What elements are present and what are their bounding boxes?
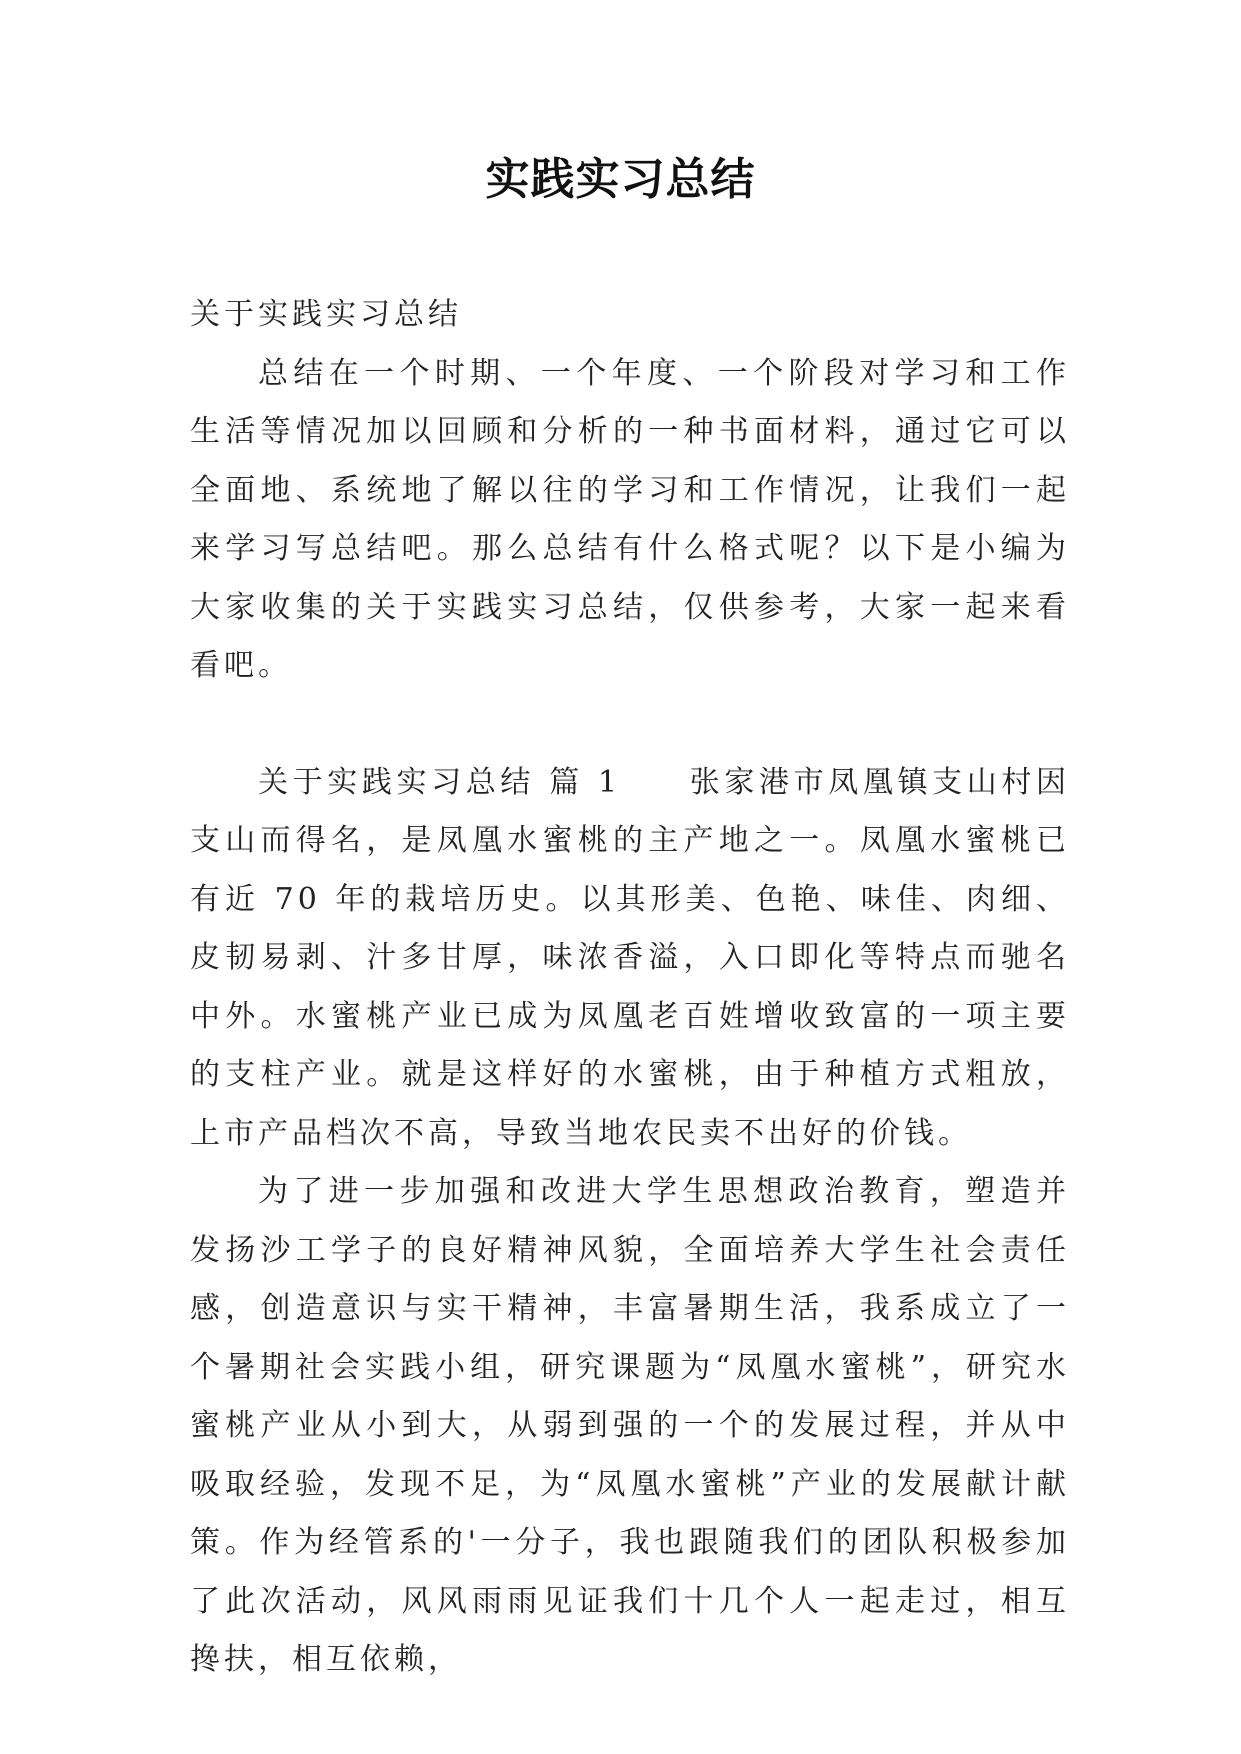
document-title: 实践实习总结 xyxy=(485,154,756,205)
document-body xyxy=(190,286,1070,1690)
chapter-paragraph-2: 为了进一步加强和改进大学生思想政治教育，塑造并发扬沙工学子的良好精神风貌，全面培养大学生社会责任感，创造意识与实干精神，丰富暑期生活，我系成立了一个暑期社会实践小组，研究课题为“凤凰水蜜桃”，研究水蜜桃产业从小到大，从弱到强的一个的发展过程，并从中吸取经验，发现不足，为“凤凰水蜜桃”产业的发展献计献策。作为经管系的'一分子，我也跟随我们的团队积极参加了此次活动，风风雨雨见证我们十几个人一起走过，相互搀扶，相互依赖， xyxy=(190,1174,1070,1677)
chapter-paragraph-1 xyxy=(190,754,1070,1164)
chapter-paragraph-1-text: 张家港市凤凰镇支山村因支山而得名，是凤凰水蜜桃的主产地之一。凤凰水蜜桃已有近 70 年的栽培历史。以其形美、色艳、味佳、肉细、皮韧易剥、汁多甘厚，味浓香溢，入口即化等特点而驰名中外。水蜜桃产业已成为凤凰老百姓增收致富的一项主要的支柱产业。就是这样好的水蜜桃，由于种植方式粗放，上市产品档次不高，导致当地农民卖不出好的价钱。 xyxy=(190,764,1070,1151)
chapter-label: 关于实践实习总结 篇 1 xyxy=(258,764,622,800)
intro-paragraph: 总结在一个时期、一个年度、一个阶段对学习和工作生活等情况加以回顾和分析的一种书面材料，通过它可以全面地、系统地了解以往的学习和工作情况，让我们一起来学习写总结吧。那么总结有什么格式呢？以下是小编为大家收集的关于实践实习总结，仅供参考，大家一起来看看吧。 xyxy=(190,355,1070,683)
document-subtitle: 关于实践实习总结 xyxy=(190,297,462,332)
paragraph-spacer xyxy=(190,696,1070,754)
